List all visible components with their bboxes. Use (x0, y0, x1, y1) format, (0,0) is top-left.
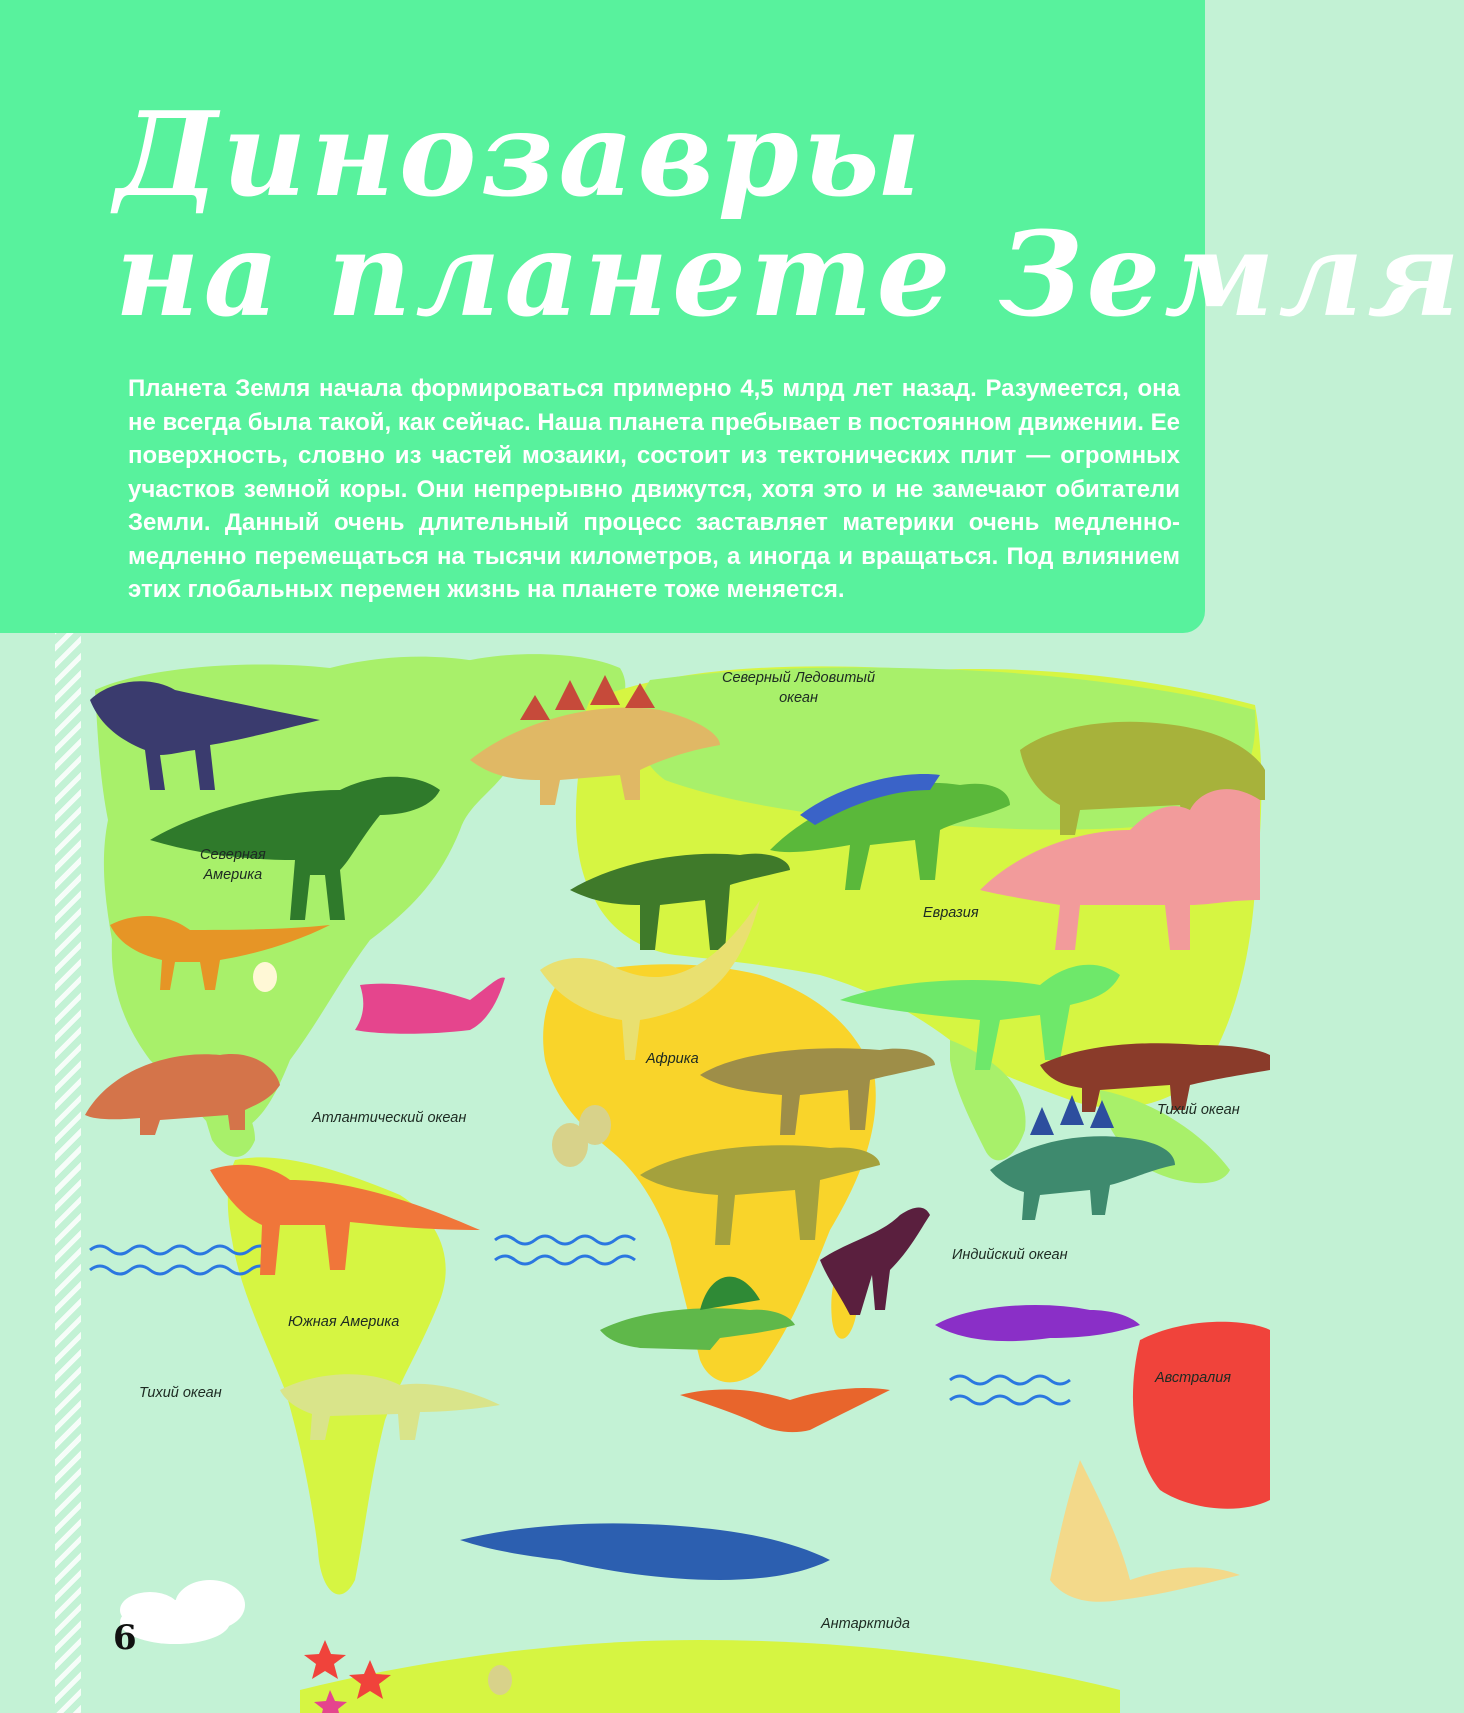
page-number: 6 (113, 1618, 137, 1658)
header-panel (0, 0, 1464, 633)
cloud (120, 1580, 245, 1644)
title-line-2: на планете Земля (115, 207, 1464, 343)
label-atlantic-ocean: Атлантический океан (312, 1110, 467, 1126)
label-eurasia: Евразия (923, 905, 979, 921)
egg (579, 1105, 611, 1145)
ichthyosaur (935, 1305, 1140, 1341)
label-pacific-ocean-west: Тихий океан (139, 1385, 222, 1401)
page-title (115, 87, 1464, 343)
label-australia: Австралия (1155, 1370, 1232, 1386)
world-map (0, 640, 1270, 1713)
australia (1133, 1322, 1270, 1509)
pteranodon-orange (680, 1388, 890, 1432)
label-arctic-ocean: Северный Ледовитый океан (722, 670, 876, 706)
egg (488, 1665, 512, 1695)
label-antarctica: Антарктида (821, 1616, 910, 1632)
label-pacific-ocean-east: Тихий океан (1157, 1102, 1240, 1118)
waves-middle (495, 1236, 635, 1264)
label-africa: Африка (646, 1051, 699, 1067)
antarctica (300, 1640, 1120, 1713)
waves-right (950, 1376, 1070, 1404)
label-south-america: Южная Америка (288, 1314, 400, 1330)
title-line-1: Динозавры (115, 87, 925, 223)
label-north-america: Северная Америка (200, 847, 266, 883)
label-indian-ocean: Индийский океан (952, 1247, 1068, 1263)
intro-paragraph: Планета Земля начала формироваться примерно 4,5 млрд лет назад. Разумеется, она не всегда была такой, как сейчас. Наша планета пребывает в постоянном движении. Ее поверхность, словно из частей мозаики, состоит из тектонических плит — огромных участков земной коры. Они непрерывно движутся, хотя это и не замечают обитатели Земли. Данный очень длительный процесс заставляет материки очень медленно-медленно перемещаться на тысячи километров, а иногда и вращаться. Под влиянием этих глобальных перемен жизнь на планете тоже меняется. (128, 375, 1180, 603)
pterosaur-pink (355, 977, 505, 1033)
plesiosaur (460, 1523, 830, 1580)
egg (253, 962, 277, 992)
saltasaurus (280, 1374, 500, 1440)
